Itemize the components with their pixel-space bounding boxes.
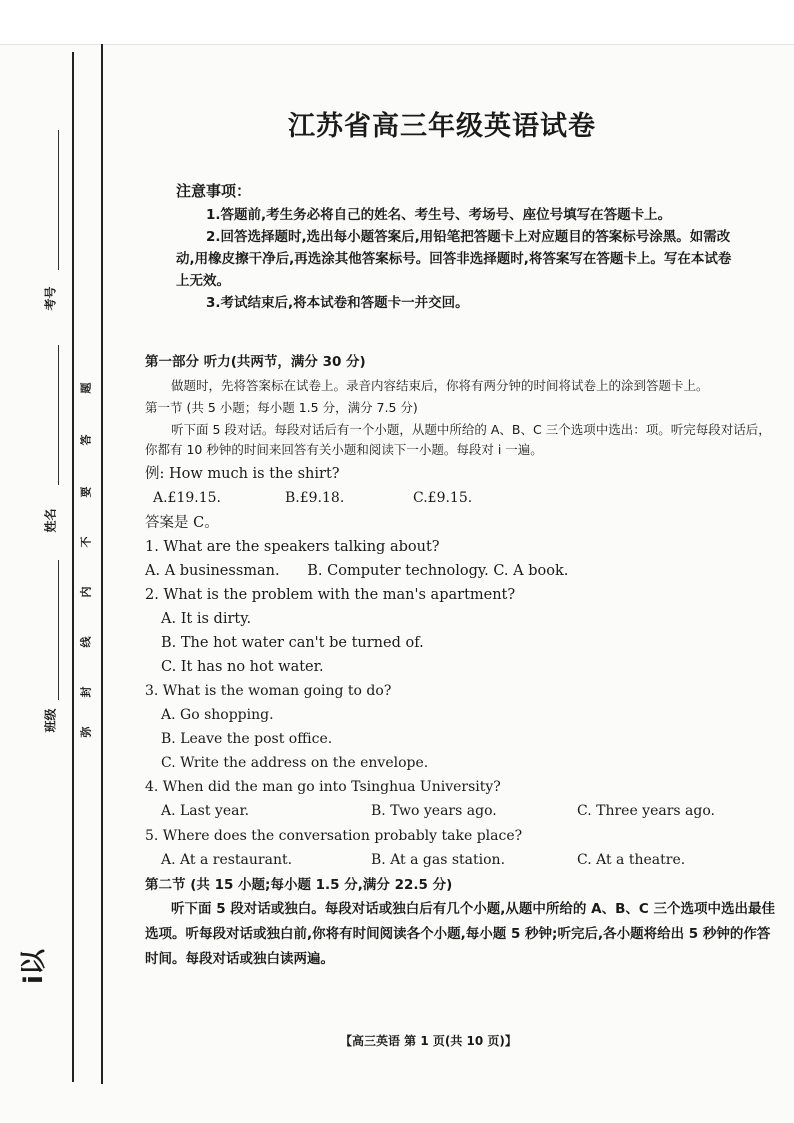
section2-intro: 听下面 5 段对话或独白。每段对话或独白后有几个小题,从题中所给的 A、B、C 三个选项中选出最佳选项。听每段对话或独白前,你将有时间阅读各个小题,每小题 5 秒钟;听完后,各小题将给出 5 秒钟的作答时间。每段对话或独白读两遍。: [145, 901, 775, 967]
seal-char-4: 不: [79, 536, 93, 548]
seal-char-3: 要: [79, 486, 93, 498]
question-3-option-c: C. Write the address on the envelope.: [161, 755, 429, 771]
banji-underline: [58, 560, 59, 700]
page-footer: 【高三英语 第 1 页(共 10 页)】: [340, 1034, 517, 1048]
question-3-option-a: A. Go shopping.: [161, 707, 274, 723]
note-item-3: 3.考试结束后,将本试卷和答题卡一并交回。: [206, 295, 469, 311]
exam-body: [145, 350, 775, 972]
question-5-options: [145, 848, 775, 873]
example-options: [145, 486, 775, 511]
seal-char-1: 题: [79, 382, 93, 394]
question-2: 2. What is the problem with the man's apartment?: [145, 587, 516, 603]
question-4-option-c: C. Three years ago.: [577, 803, 715, 819]
page-title: 江苏省高三年级英语试卷: [288, 111, 596, 142]
notes-heading: 注意事项：: [176, 182, 252, 200]
question-5-option-a: A. At a restaurant.: [161, 852, 293, 868]
binding-line-inner: [101, 44, 103, 1084]
question-4-option-b: B. Two years ago.: [371, 803, 497, 819]
question-1: 1. What are the speakers talking about?: [145, 539, 440, 555]
example-option-b: B.£9.18.: [285, 490, 345, 506]
question-3-option-b: B. Leave the post office.: [161, 731, 333, 747]
kaohao-underline: [58, 130, 59, 270]
banji-label: 班级: [43, 708, 58, 733]
question-4: 4. When did the man go into Tsinghua University?: [145, 779, 501, 795]
question-2-option-c: C. It has no hot water.: [161, 659, 324, 675]
question-1-options: A. A businessman. B. Computer technology. C. A book.: [145, 563, 569, 579]
kaohao-label: 考号: [43, 286, 58, 311]
note-item-1: 1.答题前,考生务必将自己的姓名、考生号、考场号、座位号填写在答题卡上。: [206, 207, 672, 223]
question-4-option-a: A. Last year.: [161, 803, 250, 819]
seal-char-5: 内: [79, 586, 93, 598]
question-4-options: [145, 799, 775, 824]
example-option-a: A.£19.15.: [153, 490, 221, 506]
notes-block: [176, 180, 736, 314]
xingming-underline: [58, 345, 59, 485]
question-2-option-b: B. The hot water can't be turned of.: [161, 635, 424, 651]
section2-heading: 第二节 (共 15 小题;每小题 1.5 分,满分 22.5 分): [145, 877, 453, 893]
seal-char-7: 封: [79, 686, 93, 698]
section1-heading: 第一节 (共 5 小题；每小题 1.5 分，满分 7.5 分): [145, 400, 418, 415]
question-2-option-a: A. It is dirty.: [161, 611, 252, 627]
seal-char-2: 答: [79, 434, 93, 446]
edge-mark: i以: [18, 949, 49, 984]
question-5-option-b: B. At a gas station.: [371, 852, 506, 868]
seal-char-8: 弥: [79, 726, 93, 738]
question-5: 5. Where does the conversation probably take place?: [145, 828, 523, 844]
question-5-option-c: C. At a theatre.: [577, 852, 686, 868]
question-3: 3. What is the woman going to do?: [145, 683, 392, 699]
binding-line-outer: [72, 52, 74, 1082]
part1-intro: 做题时，先将答案标在试卷上。录音内容结束后，你将有两分钟的时间将试卷上的涂到答题卡上。: [171, 378, 709, 393]
part1-heading: 第一部分 听力(共两节，满分 30 分): [145, 354, 366, 370]
seal-char-6: 线: [79, 636, 93, 648]
section1-intro: 听下面 5 段对话。每段对话后有一个小题，从题中所给的 A、B、C 三个选项中选出：项。听完每段对话后，你都有 10 秒钟的时间来回答有关小题和阅读下一小题。每段对 i 一遍。: [145, 422, 771, 457]
xingming-label: 姓名: [43, 508, 58, 533]
note-item-2: 2.回答选择题时,选出每小题答案后,用铅笔把答题卡上对应题目的答案标号涂黑。如需改动,用橡皮擦干净后,再选涂其他答案标号。回答非选择题时,将答案写在答题卡上。写在本试卷上无效。: [176, 229, 732, 289]
example-question: 例: How much is the shirt?: [145, 466, 340, 482]
example-answer: 答案是 C。: [145, 515, 219, 531]
example-option-c: C.£9.15.: [413, 490, 473, 506]
